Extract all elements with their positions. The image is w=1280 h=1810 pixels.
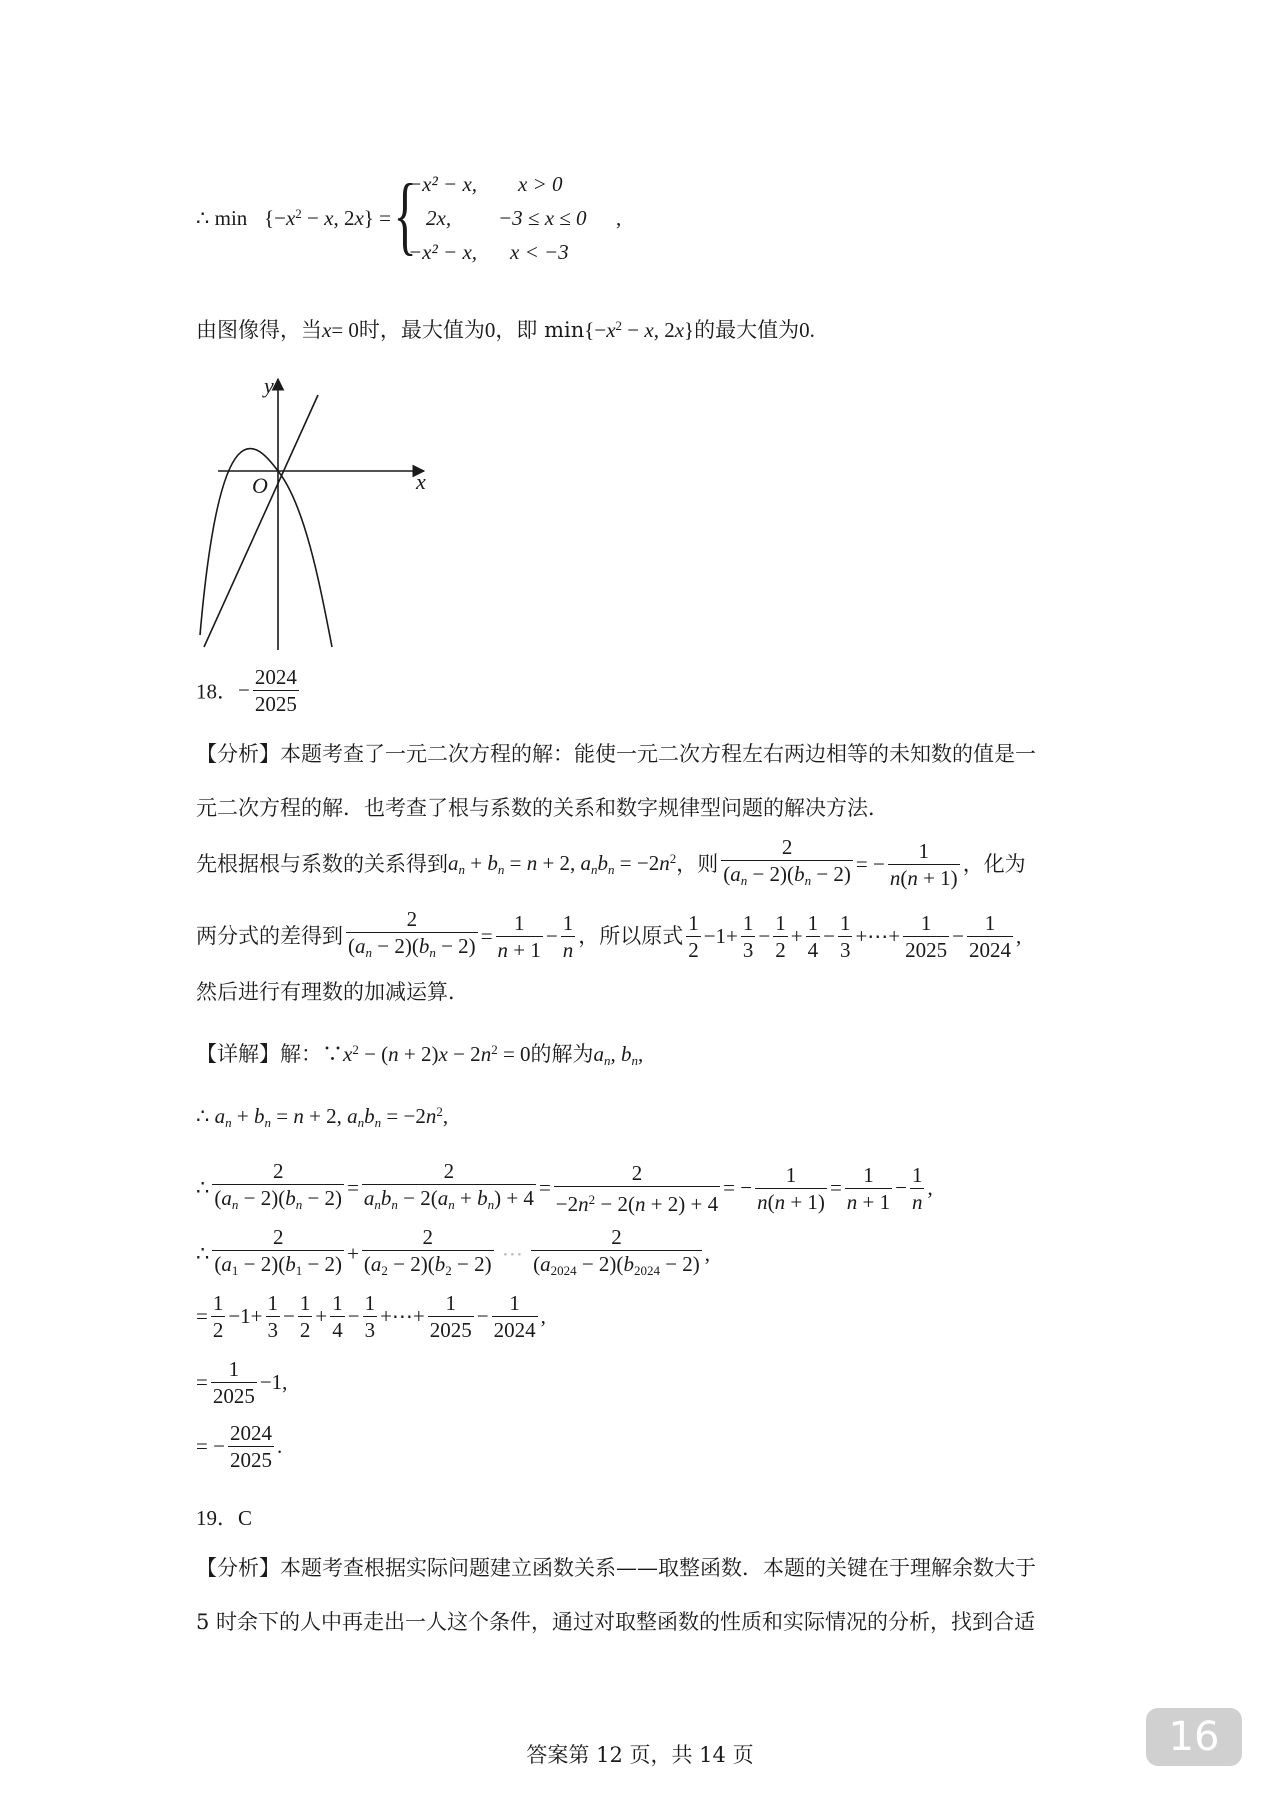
q18-step1: ∴ $a_n + b_n = n + 2$, $a_nb_n = -2n^2$, — [196, 1104, 449, 1130]
q18-step5: = $\frac{1}{2025}$ −1, — [196, 1357, 288, 1408]
q18-detail-a: 解：∵ — [280, 1042, 343, 1066]
frac-num: 2 — [272, 1159, 284, 1183]
frac-num: 1 — [918, 838, 930, 863]
q18-line3-c: ，化为 — [962, 852, 1026, 876]
frac-num: 2 — [781, 835, 793, 859]
frac-num: 2 — [443, 1159, 455, 1183]
conclusion-text-d: 的最大值为 — [694, 318, 800, 342]
q18-analysis-text1: 本题考查了一元二次方程的解：能使一元二次方程左右两边相等的未知数的值是一 — [280, 742, 1036, 766]
frac-den: 3 — [267, 1318, 279, 1342]
frac-num: 1 — [785, 1162, 797, 1187]
frac-num: 1 — [911, 1162, 923, 1187]
conclusion-period: . — [809, 318, 815, 342]
q18-analysis-tag: 【分析】 — [196, 742, 280, 766]
q18-line3-a: 先根据根与系数的关系得到 — [196, 852, 448, 876]
q19-analysis-line1 — [196, 1554, 1036, 1582]
q18-detail-b: 的解为 — [530, 1042, 594, 1066]
q18-line3-b: ，则 — [676, 852, 719, 876]
q18-detail-line: 【详解】解：$\because x^2 - (n + 2)x - 2n^2 = 0$的解为$a_n$, $b_n$, — [196, 1042, 644, 1068]
origin-label: O — [252, 473, 268, 498]
q18-number: 18． — [196, 679, 238, 704]
q18-step6: = − $\frac{2024}{2025}$ . — [196, 1421, 283, 1472]
frac-den: 4 — [332, 1318, 343, 1342]
row3-cond: x < −3 — [510, 240, 569, 264]
q19-analysis-line2: 5 时余下的人中再走出一人这个条件，通过对取整函数的性质和实际情况的分析，找到合适 — [196, 1610, 1036, 1634]
frac-num: 2024 — [229, 1421, 272, 1445]
conclusion-text-a: 由图像得，当 — [196, 318, 322, 342]
piecewise-args: {$-x^2 - x$, 2x} = — [264, 206, 391, 230]
q18-line4-a: 两分式的差得到 — [196, 924, 343, 948]
frac-num: 1 — [863, 1162, 874, 1187]
graph-conclusion — [196, 312, 815, 344]
q19-analysis-tag: 【分析】 — [196, 1556, 280, 1580]
frac-num: 1 — [513, 910, 525, 935]
page-footer: 答案第 12 页，共 14 页 — [526, 1743, 754, 1767]
frac-den: 2 — [299, 1318, 311, 1342]
piecewise-brace: { — [393, 167, 417, 264]
frac-num: 2 — [406, 907, 418, 931]
piecewise-prefix: ∴ min — [196, 206, 248, 230]
line-2x — [204, 395, 318, 647]
frac-den: 2025 — [212, 1384, 255, 1408]
q18-analysis-line2: 元二次方程的解．也考查了根与系数的关系和数字规律型问题的解决方法． — [196, 796, 889, 820]
q18-line4-b: ，所以原式 — [578, 924, 684, 948]
q18-step4: = $\frac{1}{2}$ −1+ $\frac{1}{3}$ − $\frac{1}{2}$ + $\frac{1}{4}$ − $\frac{1}{3}$ +⋯+ $\frac{1}{2025}$ − $\frac{1}{2024}$ , — [196, 1291, 546, 1342]
q19-number: 19．C — [196, 1506, 253, 1530]
row1-cond: x > 0 — [518, 172, 563, 196]
q18-neg: − — [238, 678, 250, 702]
q18-ans-den: 2025 — [254, 692, 297, 716]
y-axis-label: y — [264, 373, 274, 398]
q18-vieta: $a_n + b_n = n + 2$, $a_nb_n = -2n^2$ — [448, 850, 677, 877]
row1-expr: −x² − x, — [408, 172, 478, 196]
q18-step3: ∴ $\frac{2}{(a_1 - 2)(b_1 - 2)}$ + $\frac{2}{(a_2 - 2)(b_2 - 2)}$ ⋯ $\frac{2}{(a_{2024} - 2)(b_{2024} - 2)}$ , — [196, 1224, 710, 1284]
frac-den: 2024 — [493, 1318, 536, 1342]
q18-ans-num: 2024 — [254, 665, 297, 689]
q19-line1: 本题考查根据实际问题建立函数关系——取整函数．本题的关键在于理解余数大于 — [280, 1556, 1036, 1580]
conclusion-eq0: = 0 — [331, 318, 359, 342]
frac-den: 3 — [364, 1318, 376, 1342]
frac-den: 2025 — [229, 1448, 272, 1472]
q18-line3: 先根据根与系数的关系得到$a_n + b_n = n + 2$, $a_nb_n = -2n^2$，则 $\frac{2}{(a_n - 2)(b_n - 2)}$ = − $\frac{1}{n(n + 1)}$ ，化为 — [196, 834, 1026, 894]
frac-num: 2 — [631, 1160, 643, 1185]
x-axis-label: x — [416, 469, 426, 494]
frac-den: 2025 — [429, 1318, 472, 1342]
row2-expr: 2x, — [426, 206, 452, 230]
q18-detail-tag: 【详解】 — [196, 1042, 280, 1066]
q18-line5: 然后进行有理数的加减运算． — [196, 980, 469, 1004]
conclusion-text-b: 时，最大值为 — [358, 318, 485, 342]
frac-num: 2 — [422, 1225, 433, 1249]
page-number-badge[interactable]: 16 — [1146, 1708, 1242, 1766]
conclusion-text-c: ，即 min — [495, 318, 585, 342]
frac-den: 2 — [212, 1318, 224, 1342]
conclusion-zero-2: 0 — [799, 318, 810, 342]
frac-num: 2 — [611, 1225, 622, 1249]
frac-num: 1 — [562, 910, 574, 935]
row2-cond: −3 ≤ x ≤ 0 — [498, 206, 587, 230]
conclusion-zero: 0 — [484, 318, 496, 342]
frac-num: 2 — [272, 1225, 284, 1249]
q18-answer — [196, 664, 302, 717]
row3-expr: −x² − x, — [408, 240, 478, 264]
function-graph — [180, 365, 440, 655]
conclusion-var-x: x — [322, 318, 332, 342]
q18-analysis-line1 — [196, 740, 1036, 768]
conclusion-set: {$-x^2 - x$, 2x} — [584, 318, 695, 342]
piecewise-trailing: , — [616, 206, 622, 230]
q18-line4: 两分式的差得到 $\frac{2}{(a_n - 2)(b_n - 2)}$ = $\frac{1}{n + 1}$ − $\frac{1}{n}$ ，所以原式 $\frac{1}{2}$ −1+ $\frac{1}{3}$ − $\frac{1}{2}$ + $\frac{1}{4}$ − $\frac{1}{3}$ +⋯+ $\frac{1}{2025}$ − $\frac{1}{2024}$ , — [196, 906, 1021, 966]
q18-step2: ∴ $\frac{2}{(a_n - 2)(b_n - 2)}$ = $\frac{2}{a_nb_n - 2(a_n + b_n) + 4}$ = $\frac{2}{-2n^2 - 2(n + 2) + 4}$ = − $\frac{1}{n(n + 1)}$ = $\frac{1}{n + 1}$ − $\frac{1}{n}$ , — [196, 1158, 933, 1218]
q18-equation: $x^2 - (n + 2)x - 2n^2 = 0$ — [343, 1042, 531, 1066]
